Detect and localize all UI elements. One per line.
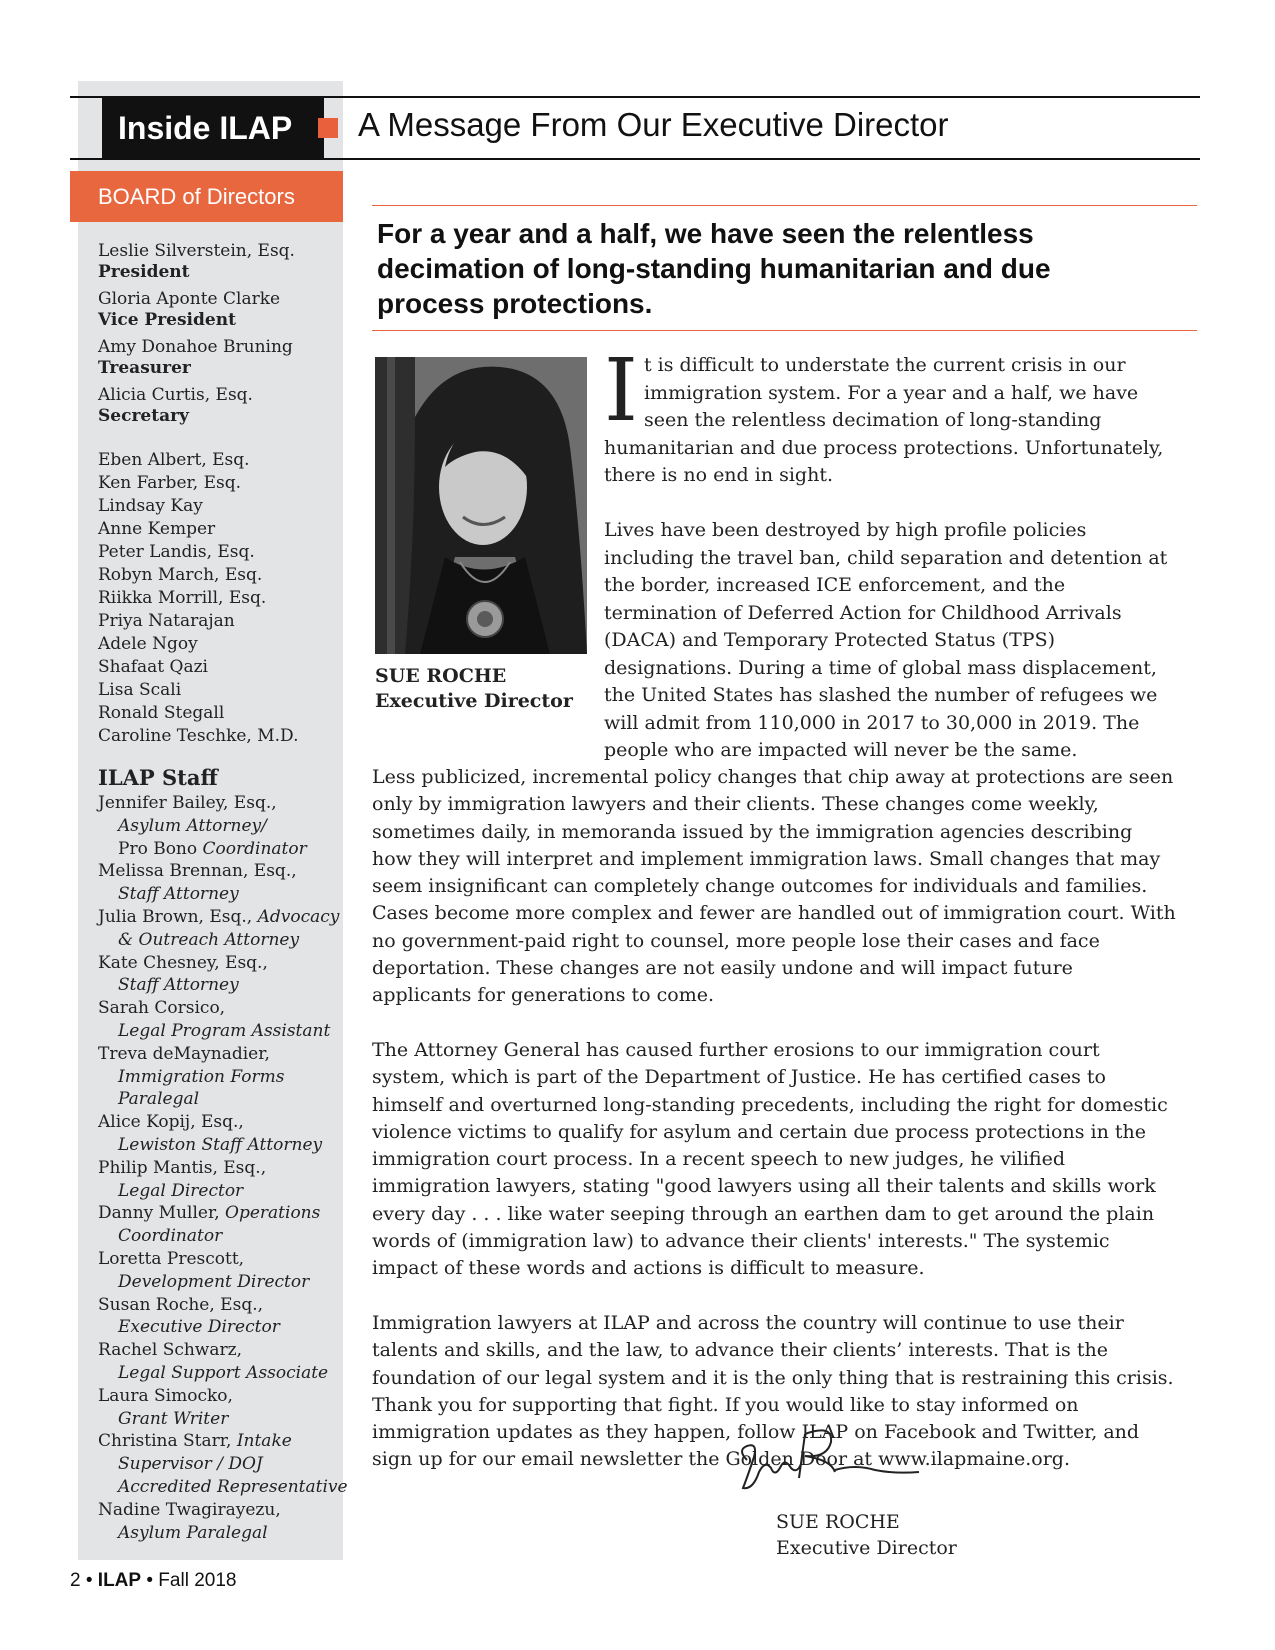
page-footer [70,1570,236,1592]
board-member: Robyn March, Esq. [98,565,263,585]
staff-name [98,1202,338,1225]
staff-role: Development Director [118,1271,310,1292]
footer-bullet: • [85,1570,93,1591]
staff-role: Legal Program Assistant [118,1020,331,1041]
officer-title: Treasurer [98,358,191,378]
officer-name: Leslie Silverstein, Esq. [98,241,295,261]
board-member: Riikka Morrill, Esq. [98,588,267,608]
staff-role: Asylum Paralegal [118,1522,268,1543]
officer-entry [98,289,338,331]
staff-name-text: Christina Starr, [98,1431,237,1452]
signer-title: Executive Director [776,1537,957,1559]
signature-block [776,1509,957,1561]
officer-entry [98,241,338,283]
staff-name: Sarah Corsico, [98,998,226,1019]
paragraph-text: t is difficult to understate the current crisis in our immigration system. For a year and a half, we have seen the relentless decimation of long-standing humanitarian and due process protections. Unfortunately, there is no end in sight. [604,354,1164,486]
staff-name [98,906,338,929]
staff-role-italic: Operations [225,1203,321,1224]
board-member: Peter Landis, Esq. [98,542,255,562]
board-member: Ken Farber, Esq. [98,473,241,493]
staff-role: & Outreach Attorney [118,929,300,950]
board-member: Priya Natarajan [98,611,235,631]
pull-quote-bottom-rule [372,330,1197,331]
staff-role: Accredited Representative [118,1476,348,1497]
staff-role: Legal Support Associate [118,1362,329,1383]
staff-name-text: Danny Muller, [98,1203,226,1224]
staff-name: Nadine Twagirayezu, [98,1499,281,1520]
board-member: Shafaat Qazi [98,657,208,677]
board-member: Ronald Stegall [98,703,225,723]
staff-role: Staff Attorney [118,884,239,905]
officer-name: Alicia Curtis, Esq. [98,385,253,405]
staff-name: Alice Kopij, Esq., [98,1112,244,1133]
portrait-illustration [375,357,587,654]
staff-role-italic: Coordinator [202,838,307,859]
board-member: Lindsay Kay [98,496,203,516]
pull-quote-top-rule [372,205,1197,206]
officer-name: Gloria Aponte Clarke [98,289,281,309]
staff-heading: ILAP Staff [98,765,218,790]
officer-title: Secretary [98,406,189,426]
footer-bullet: • [146,1570,154,1591]
accent-square [318,118,338,138]
staff-name: Rachel Schwarz, [98,1340,242,1361]
paragraph: The Attorney General has caused further erosions to our immigration court system, which is part of the Department of Justice. He has certified cases to himself and overturned long-standing precedents, including the right for domestic violence victims to qualify for asylum and certain due process protections in the immigration court process. In a recent speech to new judges, he vilified immigration lawyers, stating "good lawyers using all their talents and skills work every day . . . like water seeping through an earthen dam to get around the plain words of (immigration law) to advance their clients' interests." The systemic impact of these words and actions is difficult to measure. [372,1038,1168,1280]
staff-name-text: Julia Brown, Esq., [98,906,258,927]
section-label: Inside ILAP [102,98,324,158]
board-officers [98,241,338,433]
staff-role-italic: Advocacy [257,906,340,927]
board-members [98,449,338,748]
board-member: Eben Albert, Esq. [98,450,250,470]
caption-name: SUE ROCHE [375,665,507,687]
photo-caption [375,664,573,714]
paragraph: Immigration lawyers at ILAP and across the country will continue to use their talents and skills, and the law, to advance their clients’ interests. That is the foundation of our legal system and it is the only thing that is restraining this crisis. Thank you for supporting that fight. If you would like to stay informed on immigration updates as they happen, follow ILAP on Facebook and Twitter, and sign up for our email newsletter the Golden Door at www.ilapmaine.org. [372,1311,1174,1471]
article-intro [604,341,1174,792]
board-member: Caroline Teschke, M.D. [98,726,299,746]
officer-title: Vice President [98,310,236,330]
officer-entry [98,337,338,379]
publication-name: ILAP [97,1570,142,1591]
drop-cap: I [604,341,638,441]
signature-scribble [735,1420,935,1500]
page-title: A Message From Our Executive Director [358,106,949,143]
staff-role: Immigration Forms [118,1066,285,1087]
staff-name: Laura Simocko, [98,1385,233,1406]
article-body [372,764,1177,1501]
staff-role: Grant Writer [118,1408,229,1429]
signer-name: SUE ROCHE [776,1511,900,1533]
staff-role: Staff Attorney [118,975,239,996]
director-portrait-photo [375,357,587,654]
staff-name: Jennifer Bailey, Esq., [98,793,277,813]
issue-label: Fall 2018 [158,1570,237,1591]
staff-role: Coordinator [118,1226,223,1247]
staff-role: Paralegal [118,1089,200,1110]
board-member: Anne Kemper [98,519,216,539]
page-number: 2 [70,1570,81,1591]
board-heading: BOARD of Directors [70,171,343,222]
staff-name: Susan Roche, Esq., [98,1294,264,1315]
staff-role: Executive Director [118,1317,280,1338]
officer-name: Amy Donahoe Bruning [98,337,293,357]
staff-name: Treva deMaynadier, [98,1043,270,1064]
paragraph: Less publicized, incremental policy changes that chip away at protections are seen only by immigration lawyers and their clients. These changes come weekly, sometimes daily, in memoranda issued by the immigration agencies describing how they will interpret and implement immigration laws. Small changes that may seem insignificant can completely change outcomes for individuals and families. Cases become more complex and fewer are handled out of immigration court. With no government-paid right to counsel, more people lose their cases and face deportation. These changes are not easily undone and will impact future applicants for generations to come. [372,766,1176,1007]
officer-entry [98,385,338,427]
staff-role: Legal Director [118,1180,244,1201]
staff-name: Kate Chesney, Esq., [98,952,268,973]
board-member: Lisa Scali [98,680,182,700]
paragraph [604,341,1174,490]
staff-role-plain: Pro Bono [118,838,203,859]
staff-role: Lewiston Staff Attorney [118,1134,323,1155]
header-bottom-rule [70,158,1200,160]
officer-title: President [98,262,190,282]
staff-role-italic: Intake [236,1431,292,1452]
staff-role [98,838,338,861]
staff-role: Supervisor / DOJ [118,1454,263,1475]
pull-quote: For a year and a half, we have seen the relentless decimation of long-standing humanitarian and due process protections. [377,218,1051,319]
staff-name: Melissa Brennan, Esq., [98,861,297,882]
staff-list [98,792,348,1544]
handwritten-signature [735,1420,935,1500]
staff-name: Philip Mantis, Esq., [98,1157,267,1178]
staff-name [98,1430,338,1453]
caption-title: Executive Director [375,690,573,712]
staff-name: Loretta Prescott, [98,1248,245,1269]
paragraph: Lives have been destroyed by high profile policies including the travel ban, child separation and detention at the border, increased ICE enforcement, and the termination of Deferred Action for Childhood Arrivals (DACA) and Temporary Protected Status (TPS) designations. During a time of global mass displacement, the United States has slashed the number of refugees we will admit from 110,000 in 2017 to 30,000 in 2019. The people who are impacted will never be the same. [604,519,1168,761]
staff-role: Asylum Attorney/ [118,815,267,836]
board-member: Adele Ngoy [98,634,198,654]
